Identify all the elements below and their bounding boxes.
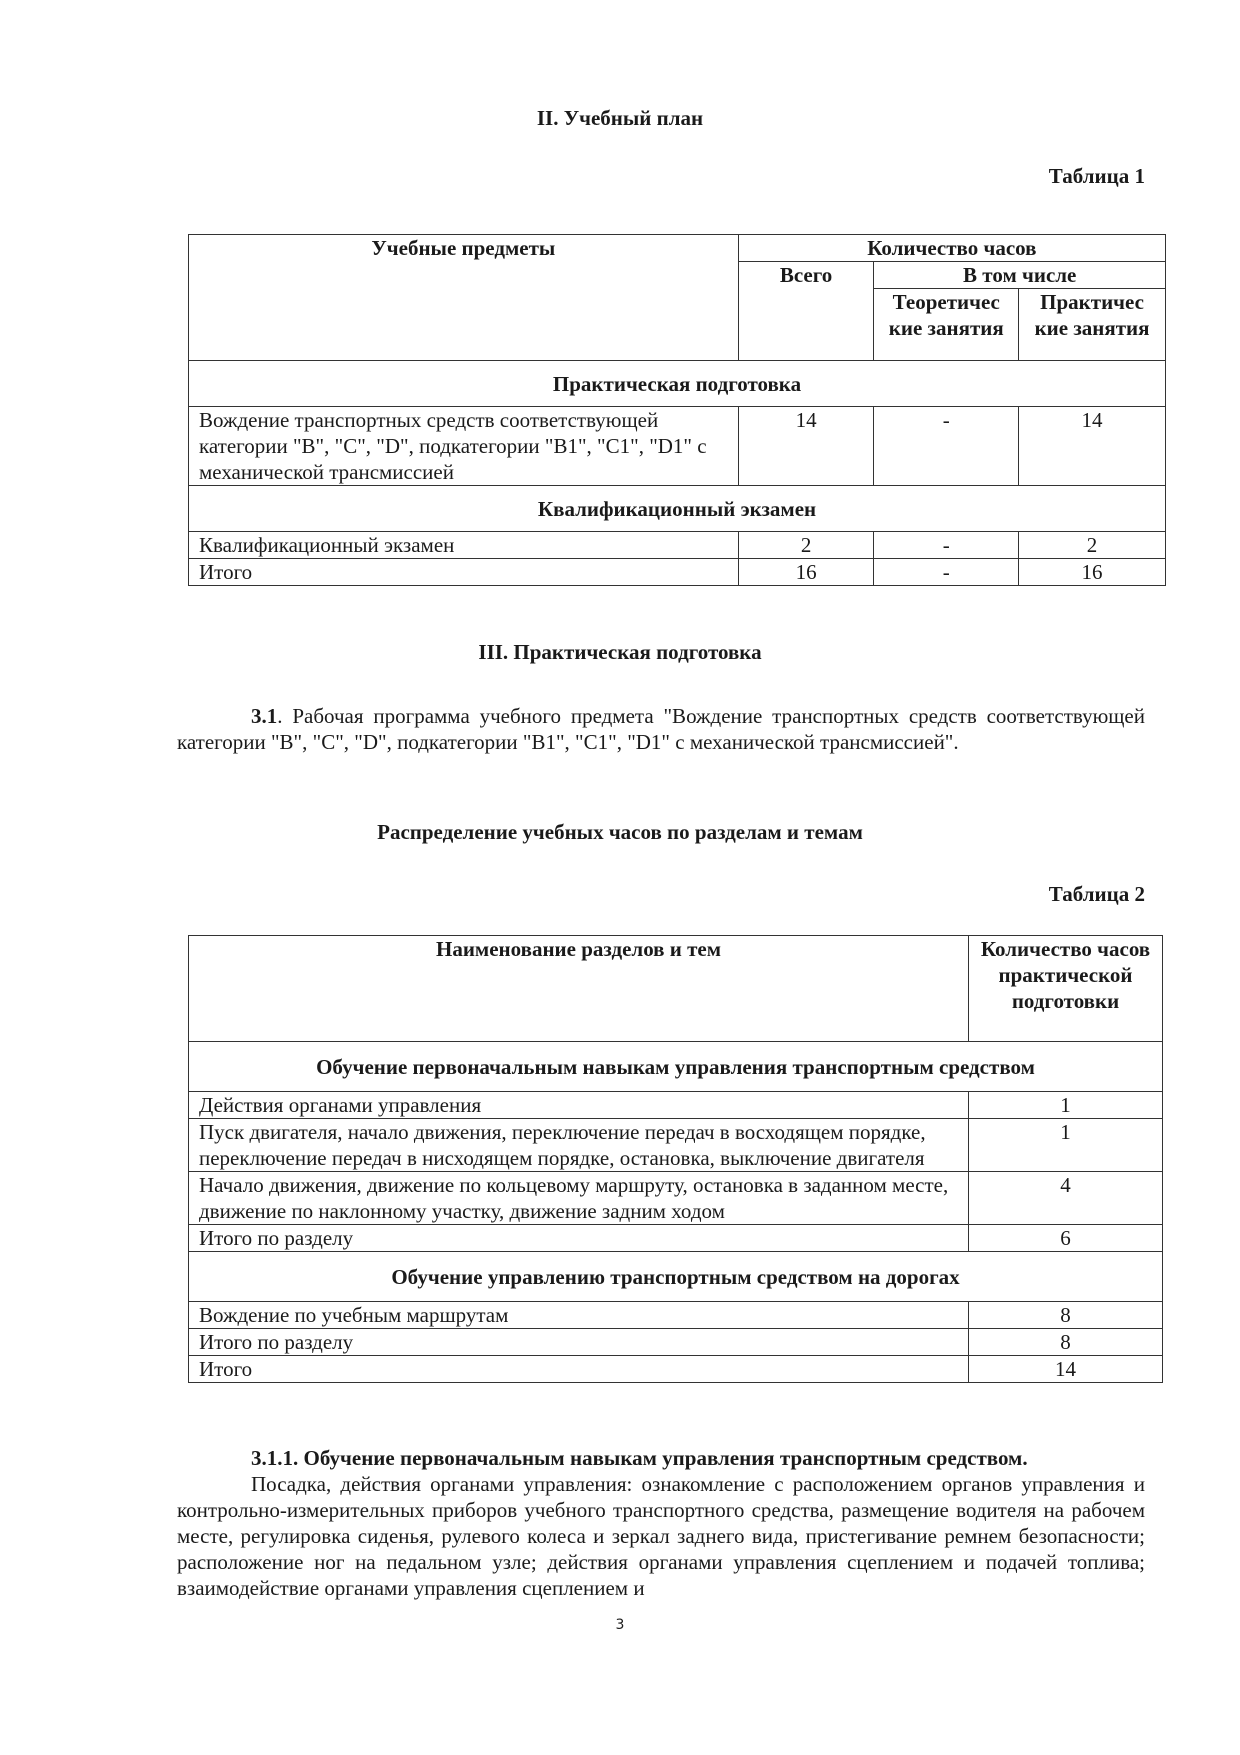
table-2-hours-distribution [188, 935, 1163, 1383]
hours-total: 16 [738, 559, 874, 586]
header-including: В том числе [874, 262, 1166, 289]
topic-name: Вождение по учебным маршрутам [189, 1302, 969, 1329]
topic-hours: 1 [969, 1119, 1163, 1172]
hours-practice: 14 [1019, 407, 1166, 486]
distribution-title: Распределение учебных часов по разделам и темам [377, 820, 863, 844]
table-row [189, 1092, 1163, 1119]
header-name: Наименование разделов и тем [189, 936, 969, 1042]
topic-name: Действия органами управления [189, 1092, 969, 1119]
topic-name: Пуск двигателя, начало движения, переключение передач в восходящем порядке, переключение передач в нисходящем порядке, остановка, выключение двигателя [189, 1119, 969, 1172]
group-title: Квалификационный экзамен [189, 486, 1166, 532]
topic-hours: 8 [969, 1302, 1163, 1329]
subject-name: Вождение транспортных средств соответствующей категории "B", "C", "D", подкатегории "B1", "C1", "D1" с механической трансмиссией [189, 407, 739, 486]
group-title: Обучение управлению транспортным средством на дорогах [189, 1252, 1163, 1302]
hours-practice: 2 [1019, 532, 1166, 559]
header-hours: Количество часов [738, 235, 1165, 262]
group-row [189, 361, 1166, 407]
section-2-title: II. Учебный план [536, 106, 704, 130]
table-row-subtotal [189, 1225, 1163, 1252]
header-practice: Практичес кие занятия [1019, 289, 1166, 361]
header-theory: Теоретичес кие занятия [874, 289, 1019, 361]
header-total: Всего [738, 262, 874, 361]
topic-name: Итого по разделу [189, 1329, 969, 1356]
table-row-total [189, 559, 1166, 586]
table-row [189, 1172, 1163, 1225]
hours-theory: - [874, 407, 1019, 486]
subject-name: Итого [189, 559, 739, 586]
table-row-subtotal [189, 1329, 1163, 1356]
section-3-title: III. Практическая подготовка [478, 640, 762, 664]
table-1-curriculum [188, 234, 1166, 586]
group-row [189, 1042, 1163, 1092]
subsection-3-1-1-text: Посадка, действия органами управления: ознакомление с расположением органов управления и контрольно-измерительных приборов учебного транспортного средства, размещение водителя на рабочем месте, регулировка сиденья, рулевого колеса и зеркал заднего вида, пристегивание ремнем безопасности; расположение ног на педальном узле; действия органами управления сцеплением и подачей топлива; взаимодействие органами управления сцеплением и [177, 1472, 1145, 1600]
topic-hours: 6 [969, 1225, 1163, 1252]
paragraph-text: . Рабочая программа учебного предмета "Вождение транспортных средств соответствующей категории "B", "C", "D", подкатегории "B1", "C1", "D1" с механической трансмиссией". [177, 704, 1145, 754]
table-row [189, 407, 1166, 486]
topic-name: Итого по разделу [189, 1225, 969, 1252]
topic-hours: 8 [969, 1329, 1163, 1356]
group-title: Практическая подготовка [189, 361, 1166, 407]
hours-total: 2 [738, 532, 874, 559]
table-row-total [189, 1356, 1163, 1383]
hours-practice: 16 [1019, 559, 1166, 586]
topic-name: Итого [189, 1356, 969, 1383]
topic-hours: 4 [969, 1172, 1163, 1225]
header-hours: Количество часов практической подготовки [969, 936, 1163, 1042]
table-row [189, 1302, 1163, 1329]
subject-name: Квалификационный экзамен [189, 532, 739, 559]
hours-theory: - [874, 532, 1019, 559]
page-number: 3 [615, 1617, 625, 1633]
paragraph-number: 3.1 [251, 704, 278, 728]
table-row [189, 1119, 1163, 1172]
table-2-caption: Таблица 2 [1048, 882, 1145, 906]
subsection-3-1-1-title: 3.1.1. Обучение первоначальным навыкам управления транспортным средством. [251, 1446, 1028, 1470]
header-subjects: Учебные предметы [189, 235, 739, 361]
group-title: Обучение первоначальным навыкам управления транспортным средством [189, 1042, 1163, 1092]
hours-total: 14 [738, 407, 874, 486]
group-row [189, 486, 1166, 532]
topic-name: Начало движения, движение по кольцевому маршруту, остановка в заданном месте, движение по наклонному участку, движение задним ходом [189, 1172, 969, 1225]
hours-theory: - [874, 559, 1019, 586]
table-row [189, 532, 1166, 559]
paragraph-3-1 [177, 703, 1145, 755]
topic-hours: 14 [969, 1356, 1163, 1383]
topic-hours: 1 [969, 1092, 1163, 1119]
table-1-caption: Таблица 1 [1048, 164, 1145, 188]
group-row [189, 1252, 1163, 1302]
